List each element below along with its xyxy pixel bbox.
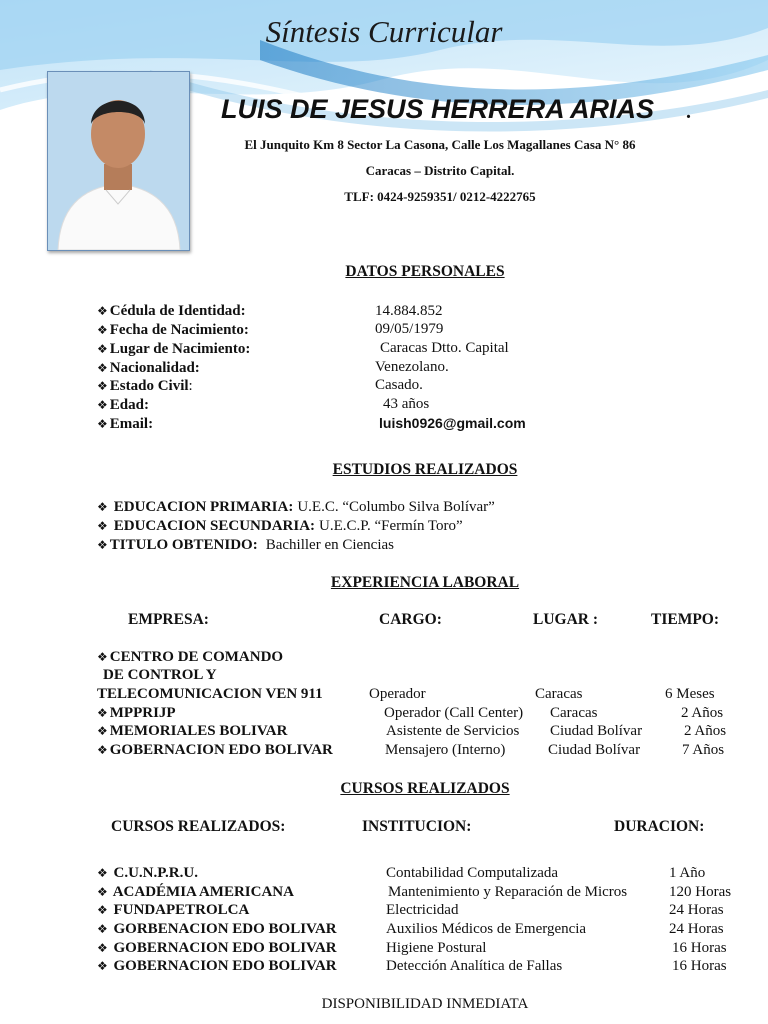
diamond-bullet-icon: ❖ [97,959,108,973]
experience-place: Ciudad Bolívar [550,723,643,739]
personal-label: Edad: [109,397,149,413]
name-suffix: . [686,101,691,123]
course-institution: Contabilidad Computalizada [386,865,559,881]
personal-row [97,415,153,433]
diamond-bullet-icon: ❖ [97,941,108,955]
courses-col-institution: INSTITUCION: [362,818,472,835]
course-institution: Auxilios Médicos de Emergencia [386,921,587,937]
experience-role: Asistente de Servicios [386,723,520,739]
experience-place: Caracas [535,686,583,702]
experience-company: TELECOMUNICACION VEN 911 [97,686,323,702]
diamond-bullet-icon: ❖ [97,866,108,880]
diamond-bullet-icon: ❖ [97,922,108,936]
experience-company: ❖ MPPRIJP [97,705,176,721]
personal-label: Estado Civil [109,378,189,394]
diamond-bullet-icon: ❖ [97,885,108,899]
availability-note: DISPONIBILIDAD INMEDIATA [321,996,529,1012]
course-institution: Higiene Postural [386,940,487,956]
course-duration: 1 Año [669,865,706,881]
course-name: ❖ ACADÉMIA AMERICANA [97,884,294,900]
course-institution: Detección Analítica de Fallas [386,958,563,974]
diamond-bullet-icon: ❖ [97,743,108,757]
diamond-bullet-icon: ❖ [97,323,108,337]
diamond-bullet-icon: ❖ [97,650,108,664]
document-title: Síntesis Curricular [265,14,503,49]
experience-role: Mensajero (Interno) [385,742,506,758]
section-heading-studies: ESTUDIOS REALIZADOS [332,461,518,478]
course-duration: 120 Horas [669,884,732,900]
diamond-bullet-icon: ❖ [97,724,108,738]
experience-company-line: DE CONTROL Y [103,667,217,683]
personal-label: Cédula de Identidad: [109,303,246,319]
personal-label: Fecha de Nacimiento: [109,322,249,338]
course-duration: 24 Horas [669,902,724,918]
address-line-1: El Junquito Km 8 Sector La Casona, Calle Los Magallanes Casa N° 86 [244,137,636,152]
experience-place: Ciudad Bolívar [548,742,641,758]
diamond-bullet-icon: ❖ [97,398,108,412]
diamond-bullet-icon: ❖ [97,903,108,917]
experience-time: 2 Años [684,723,727,739]
experience-col-empresa: EMPRESA: [128,611,209,628]
experience-company: ❖ MEMORIALES BOLIVAR [97,723,288,739]
address-line-2: Caracas – Distrito Capital. [365,163,515,178]
personal-label-suffix: : [188,378,193,394]
diamond-bullet-icon: ❖ [97,342,108,356]
course-duration: 24 Horas [669,921,724,937]
personal-value: 14.884.852 [375,303,443,319]
study-value: U.E.C. “Columbo Silva Bolívar” [297,499,495,515]
study-row [97,517,463,535]
experience-place: Caracas [550,705,598,721]
experience-role: Operador [369,686,426,702]
personal-value: 43 años [383,396,430,412]
personal-row [97,302,246,320]
personal-row [97,377,193,395]
course-name: ❖ FUNDAPETROLCA [97,902,250,918]
experience-role: Operador (Call Center) [384,705,524,721]
course-institution: Mantenimiento y Reparación de Micros [388,884,628,900]
study-label: EDUCACION PRIMARIA: [113,499,294,515]
experience-col-tiempo: TIEMPO: [651,611,720,628]
personal-value: Casado. [375,377,423,393]
section-heading-courses: CURSOS REALIZADOS [340,780,510,797]
study-row [97,536,394,554]
section-heading-personal: DATOS PERSONALES [345,263,505,280]
course-name: ❖ GOBERNACION EDO BOLIVAR [97,958,337,974]
experience-time: 7 Años [682,742,725,758]
profile-photo [47,71,190,251]
diamond-bullet-icon: ❖ [97,417,108,431]
course-duration: 16 Horas [672,940,727,956]
study-label: EDUCACION SECUNDARIA: [113,518,316,534]
phone-line: TLF: 0424-9259351/ 0212-4222765 [344,189,536,204]
course-name: ❖ GORBENACION EDO BOLIVAR [97,921,337,937]
study-label: TITULO OBTENIDO: [109,537,258,553]
study-row [97,498,495,516]
personal-row [97,340,250,358]
diamond-bullet-icon: ❖ [97,379,108,393]
courses-col-name: CURSOS REALIZADOS: [111,818,286,835]
experience-company: ❖ GOBERNACION EDO BOLIVAR [97,742,333,758]
experience-col-cargo: CARGO: [379,611,442,628]
personal-row [97,321,249,339]
course-name: ❖ C.U.N.P.R.U. [97,865,198,881]
experience-time: 6 Meses [665,686,715,702]
diamond-bullet-icon: ❖ [97,519,108,533]
personal-value: Caracas Dtto. Capital [380,340,509,356]
personal-label: Nacionalidad: [109,360,200,376]
course-name: ❖ GOBERNACION EDO BOLIVAR [97,940,337,956]
diamond-bullet-icon: ❖ [97,304,108,318]
experience-col-lugar: LUGAR : [533,611,599,628]
experience-time: 2 Años [681,705,724,721]
diamond-bullet-icon: ❖ [97,361,108,375]
email-value: luish0926@gmail.com [379,415,526,431]
diamond-bullet-icon: ❖ [97,538,108,552]
study-value: U.E.C.P. “Fermín Toro” [319,518,463,534]
candidate-name: LUIS DE JESUS HERRERA ARIAS [221,94,655,124]
course-institution: Electricidad [386,902,459,918]
personal-label: Email: [109,416,154,432]
personal-value: Venezolano. [375,359,449,375]
section-heading-experience: EXPERIENCIA LABORAL [330,574,520,591]
personal-value: 09/05/1979 [375,321,444,337]
study-value: Bachiller en Ciencias [265,537,395,553]
courses-col-duration: DURACION: [614,818,705,835]
diamond-bullet-icon: ❖ [97,500,108,514]
experience-company-line: ❖ CENTRO DE COMANDO [97,649,284,665]
personal-label: Lugar de Nacimiento: [109,341,251,357]
course-duration: 16 Horas [672,958,727,974]
diamond-bullet-icon: ❖ [97,706,108,720]
personal-row [97,396,149,414]
personal-row [97,359,200,377]
